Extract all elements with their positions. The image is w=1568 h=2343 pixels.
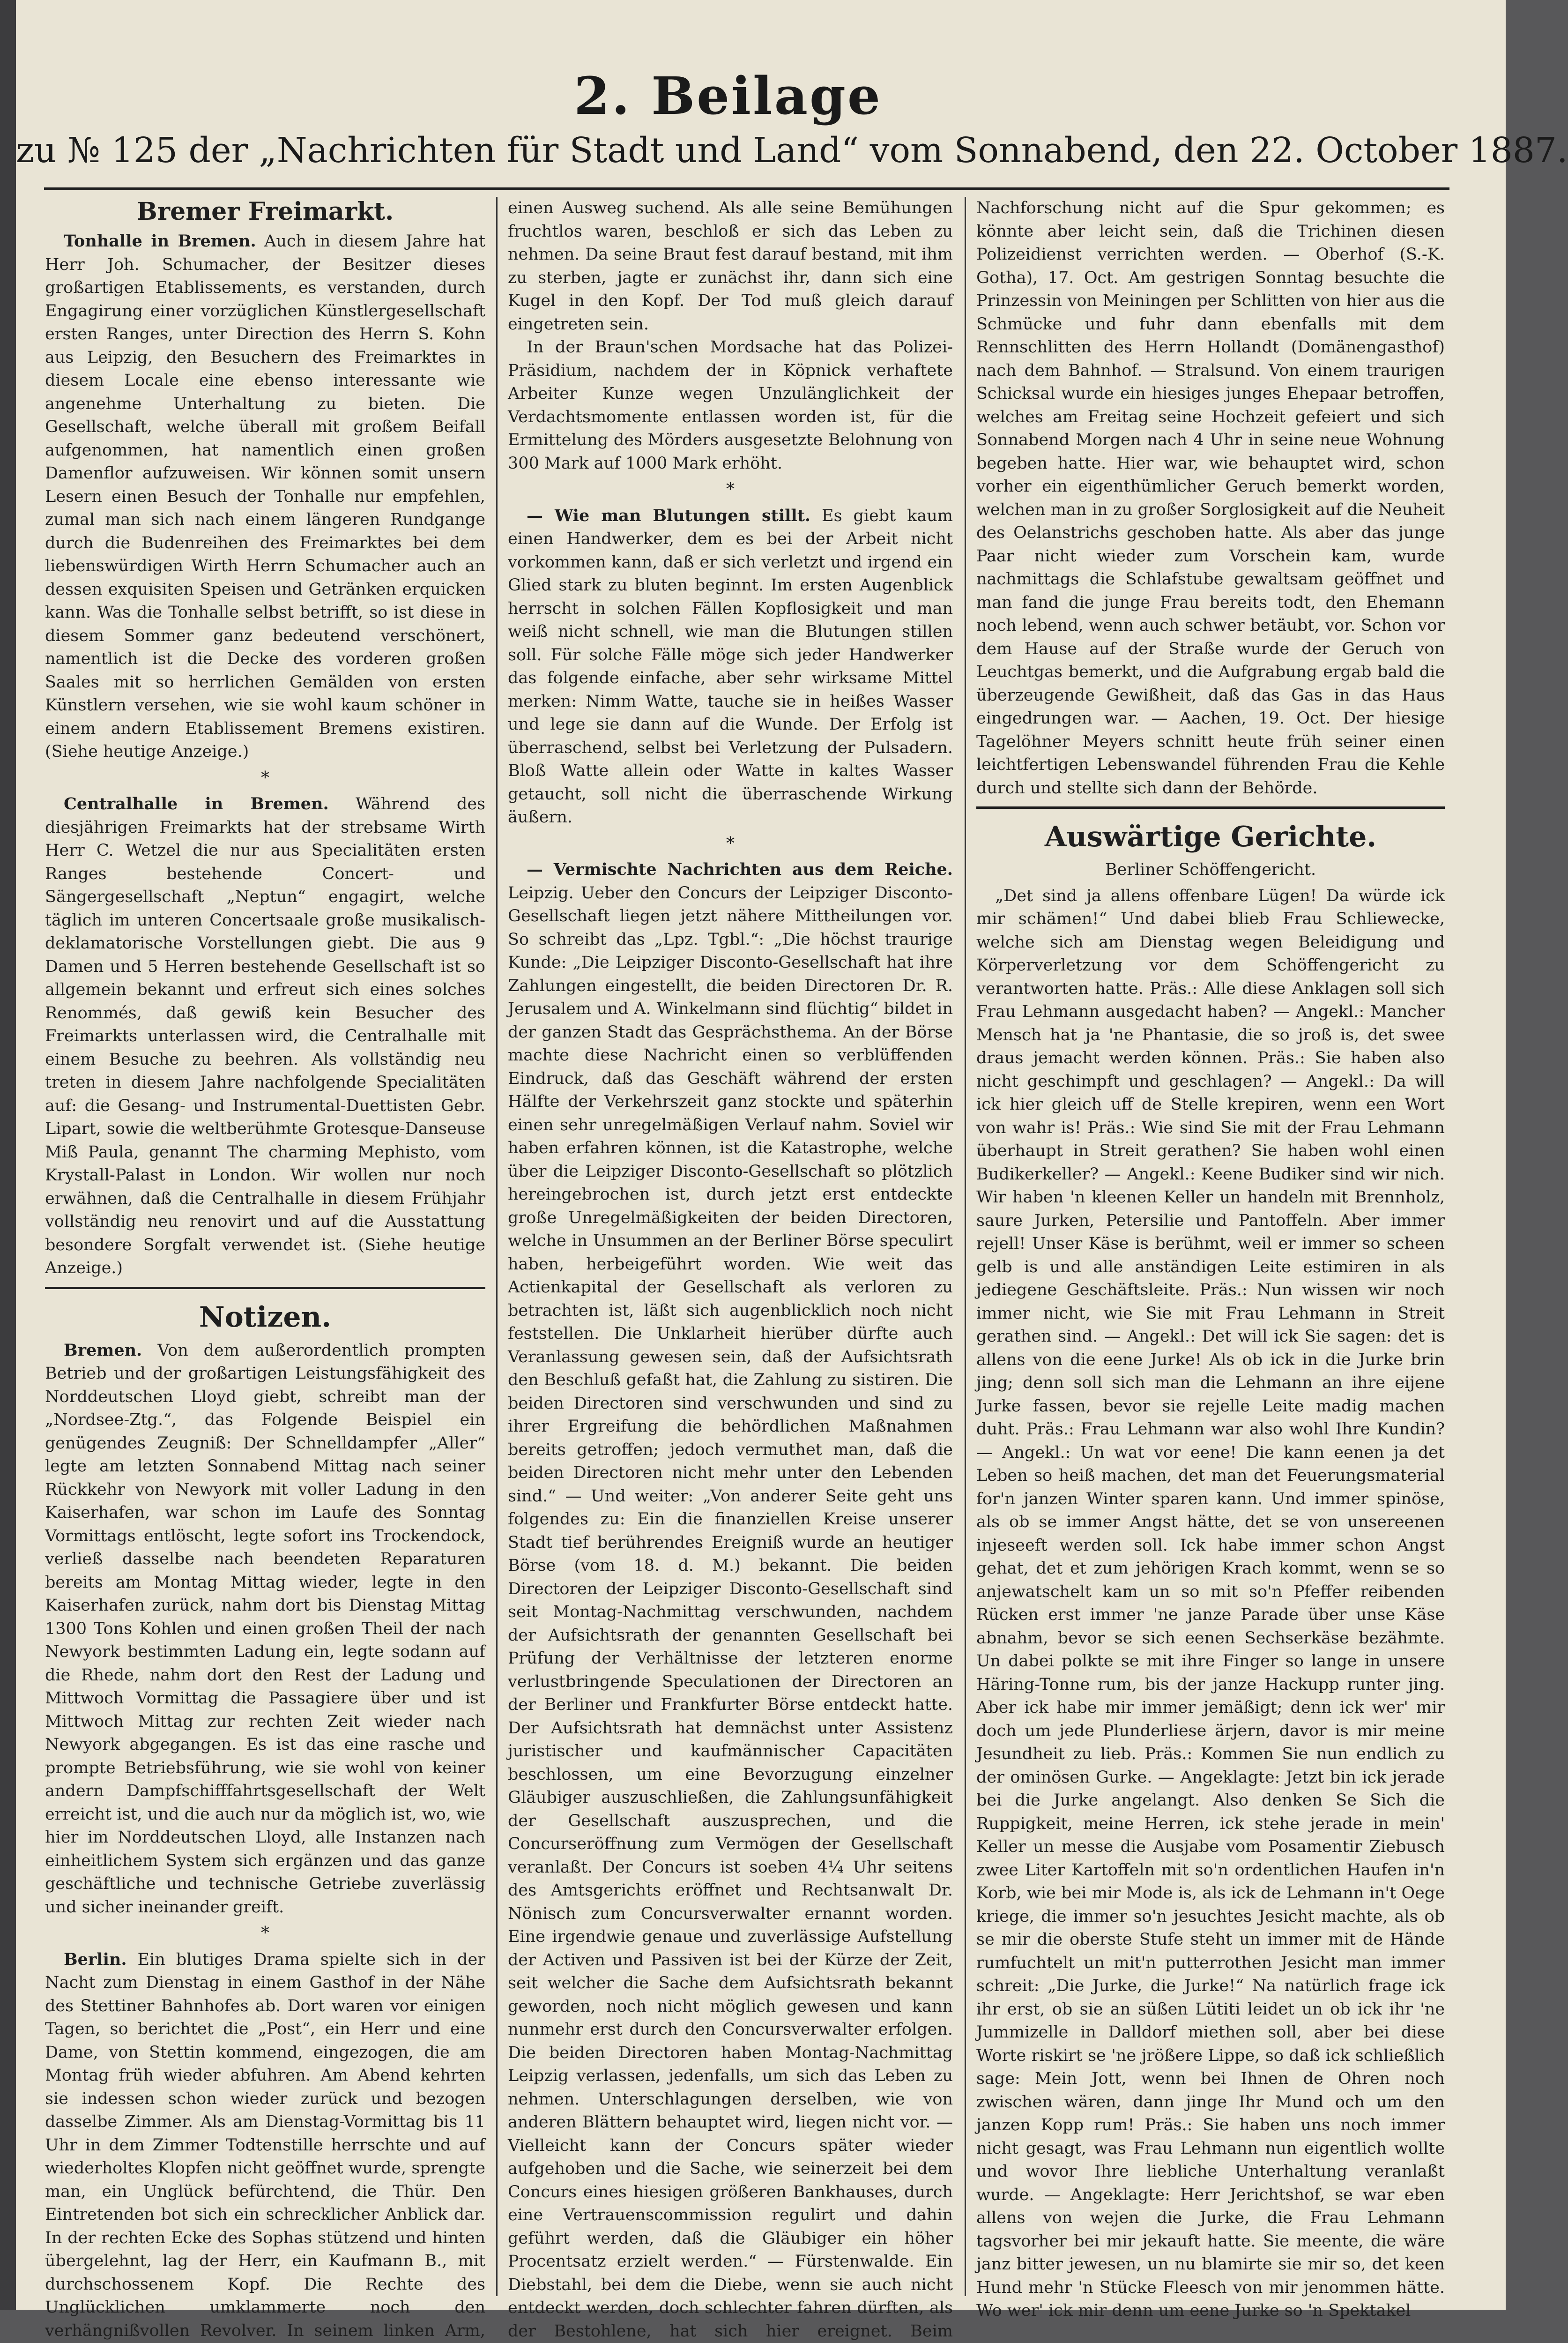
article-body: Auch in diesem Jahre hat Herr Joh. Schumacher, der Besitzer dieses großartigen Etablissements, es verstanden, durch Engagirung einer vorzüglichen Künstlergesellschaft ersten Ranges, unter Direction des Herrn S. Kohn aus Leipzig, den Besuchern des Freimarktes in diesem Locale eine ebenso interessante wie angenehme Unterhaltung zu bieten. Die Gesellschaft, welche überall mit großem Beifall aufgenommen, hat namentlich einen großen Damenflor aufzuweisen. Wir können somit unsern Lesern einen Besuch der Tonhalle nur empfehlen, zumal man sich nach einem längeren Rundgange durch die Budenreihen des Freimarktes bei dem liebenswürdigen Wirth Herrn Schumacher auch an dessen exquisiten Speisen und Getränken erquicken kann. Was die Tonhalle selbst betrifft, so ist diese in diesem Sommer ganz bedeutend verschönert, namentlich ist die Decke des vorderen großen Saales mit so herrlichen Gemälden von ersten Künstlern versehen, wie sie wohl kaum schöner in einem andern Etablissement Bremens existiren. (Siehe heutige Anzeige.) [45, 232, 485, 761]
section-rule [45, 1287, 485, 1289]
column-3 [976, 197, 1445, 2296]
section-title-freimarkt: Bremer Freimarkt. [45, 197, 485, 227]
article-continuation: einen Ausweg suchend. Als alle seine Bemühungen fruchtlos waren, beschloß er sich das Leben zu nehmen. Da seine Braut fest darauf bestand, mit ihm zu sterben, jagte er zunächst ihr, dann sich eine Kugel in den Kopf. Der Tod muß gleich darauf eingetreten sein. [508, 197, 953, 336]
article-body: Ein blutiges Drama spielte sich in der Nacht zum Dienstag in einem Gasthof in der Nähe des Stettiner Bahnhofes ab. Dort waren vor einigen Tagen, so berichtet die „Post“, ein Herr und eine Dame, von Stettin kommend, eingezogen, die am Montag früh wieder abfuhren. Am Abend kehrten sie indessen schon wieder zurück und bezogen dasselbe Zimmer. Als am Dienstag-Vormittag bis 11 Uhr in dem Zimmer Todtenstille herrschte und auf wiederholtes Klopfen nicht geöffnet wurde, sprengte man, ein Unglück befürchtend, die Thür. Den Eintretenden bot sich ein schrecklicher Anblick dar. In der rechten Ecke des Sophas stützend und hinten übergelehnt, lag der Herr, ein Kaufmann B., mit durchschossenem Kopf. Die Rechte des Unglücklichen umklammerte noch den verhängnißvollen Revolver. In seinem linken Arm, [45, 1950, 485, 2343]
article-body: Leipzig. Ueber den Concurs der Leipziger Disconto-Gesellschaft liegen jetzt nähere Mittheilungen vor. So schreibt das „Lpz. Tgbl.“: „Die höchst traurige Kunde: „Die Leipziger Disconto-Gesellschaft hat ihre Zahlungen eingestellt, die beiden Directoren Dr. R. Jerusalem und A. Winkelmann sind flüchtig“ bildet in der ganzen Stadt das Gesprächsthema. An der Börse machte diese Nachricht einen so verblüffenden Eindruck, daß das Geschäft während der ersten Hälfte der Verkehrszeit ganz stockte und späterhin einen sehr unregelmäßigen Verlauf nahm. Soviel wir haben erfahren können, ist die Katastrophe, welche über die Leipziger Disconto-Gesellschaft so plötzlich hereingebrochen ist, durch jetzt erst entdeckte große Unregelmäßigkeiten der beiden Directoren, welche in Unsummen an der Berliner Börse speculirt haben, herbeigeführt worden. Wie weit das Actienkapital der Gesellschaft als verloren zu betrachten ist, läßt sich augenblicklich noch nicht feststellen. Die Unklarheit hierüber dürfte auch Veranlassung gewesen sein, daß der Aufsichtsrath den Beschluß gefaßt hat, die Zahlung zu sistiren. Die beiden Directoren sind verschwunden und sind zu ihrer Ergreifung die behördlichen Maßnahmen bereits getroffen; jedoch vermuthet man, daß die beiden Directoren nicht mehr unter den Lebenden sind.“ — Und weiter: „Von anderer Seite geht uns folgendes zu: Ein die finanziellen Kreise unserer Stadt tief berührendes Ereigniß wurde an heutiger Börse (vom 18. d. M.) bekannt. Die beiden Directoren der Leipziger Disconto-Gesellschaft sind seit Montag-Nachmittag verschwunden, nachdem der Aufsichtsrath der genannten Gesellschaft bei Prüfung der Verhältnisse der letzteren enorme verlustbringende Speculationen der Directoren an der Berliner und Frankfurter Börse entdeckt hatte. Der Aufsichtsrath hat demnächst unter Assistenz juristischer und kaufmännischer Capacitäten beschlossen, um eine Bevorzugung einzelner Gläubiger auszuschließen, die Zahlungsunfähigkeit der Gesellschaft auszusprechen, und die Concurseröffnung zum Vermögen der Gesellschaft veranlaßt. Der Concurs ist soeben 4¼ Uhr seitens des Amtsgerichts eröffnet und Rechtsanwalt Dr. Nönisch zum Concursverwalter ernannt worden. Eine irgendwie genaue und zuverlässige Aufstellung der Activen und Passiven ist bei der Kürze der Zeit, seit welcher die Sache dem Aufsichtsrath bekannt geworden, noch nicht möglich gewesen und kann nunmehr erst durch den Concursverwalter erfolgen. Die beiden Directoren haben Montag-Nachmittag Leipzig verlassen, jedenfalls, um sich das Leben zu nehmen. Unterschlagungen derselben, wie von anderen Blättern behauptet wird, liegen nicht vor. — Vielleicht kann der Concurs später wieder aufgehoben und die Sache, wie seinerzeit bei dem Concurs eines hiesigen größeren Bankhauses, durch eine Vertrauenscommission regulirt und dahin geführt werden, daß die Gläubiger ein höher Procentsatz erzielt werden.“ — Fürstenwalde. Ein Diebstahl, bei dem die Diebe, wenn sie auch nicht entdeckt werden, doch schlechter fahren dürften, als der Bestohlene, hat sich hier ereignet. Beim [508, 884, 953, 2343]
article-tonhalle [45, 230, 485, 764]
article-lead: Bremen. [64, 1341, 142, 1360]
article-schoeffengericht: „Det sind ja allens offenbare Lügen! Da würde ick mir schämen!“ Und dabei blieb Frau Schliewecke, welche sich am Dienstag wegen Beleidigung und Körperverletzung vor dem Schöffengericht zu verantworten hatte. Präs.: Alle diese Anklagen soll sich Frau Lehmann ausgedacht haben? — Angekl.: Mancher Mensch hat ja 'ne Phantasie, die so jroß is, det swee draus jemacht werden können. Präs.: Sie haben also nicht geschimpft und geschlagen? — Angekl.: Da will ick hier gleich uff de Stelle krepiren, wenn een Wort von wahr is! Präs.: Wie sind Sie mit der Frau Lehmann überhaupt in Streit gerathen? Sie haben wohl einen Budikerkeller? — Angekl.: Keene Budiker sind wir nich. Wir haben 'n kleenen Keller un handeln mit Brennholz, saure Jurken, Petersilie und Pantoffeln. Aber immer rejell! Unser Käse is berühmt, weil er immer so scheen gelb is und alle anständigen Leite estimiren in als jediegene Geschäftsleite. Präs.: Nun wissen wir noch immer nicht, wie Sie mit Frau Lehmann in Streit gerathen sind. — Angekl.: Det will ick Sie sagen: det is allens von die eene Jurke! Als ob ick in die Jurke brin jing; denn soll sich man die Lehmann an ihre eijene Jurke fassen, bevor sie rejelle Leite madig machen duht. Präs.: Frau Lehmann war also wohl Ihre Kundin? — Angekl.: Un wat vor eene! Die kann eenen ja det Leben so heiß machen, det man det Feuerungsmaterial for'n janzen Winter sparen kann. Und immer spinöse, als ob se immer Angst hätte, det se von unsereenen injeseeft werden soll. Ick habe immer schon Angst gehat, det et zum jehörigen Krach kommt, wenn se so anjewatschelt kam un so mit so'n Pfeffer reibenden Rücken erst immer 'ne janze Parade über unse Käse abnahm, bevor se sich eenen Sechserkäse bezähmte. Un dabei polkte se mit ihre Finger so lange in unsere Häring-Tonne rum, bis der janze Hackupp runter jing. Aber ick habe mir immer jemäßigt; denn ick wer' mir doch um jede Plunderliese ärjern, davor is mir meine Jesundheit zu lieb. Präs.: Kommen Sie nun endlich zu der ominösen Gurke. — Angeklagte: Jetzt bin ick jerade bei die Jurke angelangt. Also denken Se Sich die Ruppigkeit, meine Herren, ick stehe jerade in mein' Keller un messe die Ausjabe vom Posamentir Ziebusch zwee Liter Kartoffeln mit so'n ordentlichen Haufen in'n Korb, wie bei mir Mode is, als ick de Lehmann in't Oege kriege, die immer so'n jesuchtes Jesicht machte, als ob se mir die oberste Stufe steht un immer mit de Hände rumfuchtelt un mit'n putterrothen Jesicht man immer schreit: „Die Jurke, die Jurke!“ Na natürlich frage ick ihr erst, ob sie an süßen Lütiti leidet un ob ick ihr 'ne Jummizelle in Dalldorf miethen soll, aber bei diese Worte riskirt se 'ne jrößere Lippe, so daß ick schließlich sage: Mein Jott, wenn bei Ihnen de Ohren noch zwischen wären, dann jinge Ihr Mund och um den janzen Kopp rum! Präs.: Sie haben uns noch immer nicht gesagt, was Frau Lehmann nun eigentlich wollte und wovor Ihre liebliche Unterhaltung veranlaßt wurde. — Angeklagte: Herr Jerichtshof, se war eben allens von wejen die Jurke, die Frau Lehmann tagsvorher bei mir jekauft hatte. Sie meente, die wäre janz bitter jewesen, un nu blamirte sie mir so, det keen Hund mehr 'n Stücke Fleesch von mir jenommen hätte. Wo wer' ick mir denn um eene Jurke so 'n Spektakel [976, 885, 1445, 2323]
article-body: Von dem außerordentlich prompten Betrieb und der großartigen Leistungsfähigkeit des Norddeutschen Lloyd giebt, schreibt man der „Nordsee-Ztg.“, das Folgende Beispiel ein genügendes Zeugniß: Der Schnelldampfer „Aller“ legte am letzten Sonnabend Mittag nach seiner Rückkehr von Newyork mit voller Ladung in den Kaiserhafen, war schon im Laufe des Sonntag Vormittags entlöscht, legte sofort ins Trockendock, verließ dasselbe nach beendeten Reparaturen bereits am Montag Mittag wieder, legte in den Kaiserhafen zurück, nahm dort bis Dienstag Mittag 1300 Tons Kohlen und einen großen Theil der nach Newyork bestimmten Ladung ein, legte sodann auf die Rhede, nahm dort den Rest der Ladung und Mittwoch Vormittag die Passagiere über und ist Mittwoch Mittag zur rechten Zeit wieder nach Newyork abgegangen. Es ist das eine rasche und prompte Betriebsführung, wie sie wohl von keiner andern Dampfschifffahrtsgesellschaft der Welt erreicht ist, und die auch nur da möglich ist, wo, wie hier im Norddeutschen Lloyd, alle Instanzen nach einheitlichem System sich ergänzen und das ganze geschäftliche und technische Getriebe zuverlässig und sicher ineinander greift. [45, 1341, 485, 1917]
article-blutungen [508, 504, 953, 829]
supplement-title: 2. Beilage [494, 66, 962, 126]
separator-star: * [45, 1922, 485, 1945]
column-1 [45, 197, 485, 2296]
article-lead: — Wie man Blutungen stillt. [527, 506, 810, 525]
scan-edge [0, 0, 16, 2310]
article-body: Es giebt kaum einen Handwerker, dem es bei der Arbeit nicht vorkommen kann, daß er sich verletzt und irgend ein Glied stark zu bluten beginnt. Im ersten Augenblick herrscht in solchen Fällen Kopflosigkeit und man weiß nicht schnell, wie man die Blutungen stillen soll. Für solche Fälle möge sich jeder Handwerker das folgende einfache, aber sehr wirksame Mittel merken: Nimm Watte, tauche sie in heißes Wasser und lege sie dann auf die Wunde. Der Erfolg ist überraschend, selbst bei Verletzung der Pulsadern. Bloß Watte allein oder Watte in kaltes Wasser getaucht, soll nicht die überraschende Wirkung äußern. [508, 507, 953, 827]
article-bremen [45, 1339, 485, 1919]
article-lead: Centralhalle in Bremen. [64, 794, 329, 813]
section-rule [976, 806, 1445, 809]
separator-star: * [508, 832, 953, 856]
article-continuation: Nachforschung nicht auf die Spur gekommen; es könnte aber leicht sein, daß die Trichinen diesen Polizeidienst verrichten werden. — Oberhof (S.-K. Gotha), 17. Oct. Am gestrigen Sonntag besuchte die Prinzessin von Meiningen per Schlitten von hier aus die Schmücke und fuhr dann ebenfalls mit dem Rennschlitten des Herrn Hollandt (Domänengasthof) nach dem Bahnhof. — Stralsund. Von einem traurigen Schicksal wurde ein hiesiges junges Ehepaar betroffen, welches am Freitag seine Hochzeit gefeiert und sich Sonnabend Morgen nach 4 Uhr in seine neue Wohnung begeben hatte. Hier war, wie behauptet wird, schon vorher ein eigenthümlicher Geruch bemerkt worden, welchen man in zu großer Sorglosigkeit auf die Neuheit des Oelanstrichs geschoben hatte. Als aber das junge Paar nicht wieder zum Vorschein kam, wurde nachmittags die Schlafstube gewaltsam geöffnet und man fand die junge Frau bereits todt, den Ehemann noch lebend, wenn auch schwer betäubt, vor. Schon vor dem Hause auf der Straße wurde der Geruch von Leuchtgas bemerkt, und die Aufgrabung ergab bald die überzeugende Gewißheit, daß das Gas in das Haus eingedrungen war. — Aachen, 19. Oct. Der hiesige Tagelöhner Meyers schnitt heute früh seiner einen leichtfertigen Lebenswandel führenden Frau die Kehle durch und stellte sich dann der Behörde. [976, 197, 1445, 800]
article-centralhalle [45, 792, 485, 1280]
article-lead: Berlin. [64, 1950, 127, 1969]
separator-star: * [508, 478, 953, 501]
article-vermischte [508, 858, 953, 2343]
section-title-gerichte: Auswärtige Gerichte. [976, 818, 1445, 856]
article-berlin [45, 1948, 485, 2343]
newspaper-page [16, 0, 1506, 2310]
column-2 [508, 197, 953, 2296]
column-separator [496, 197, 498, 2296]
separator-star: * [45, 767, 485, 790]
header-rule [44, 187, 1449, 190]
article-mordsache: In der Braun'schen Mordsache hat das Polizei-Präsidium, nachdem der in Köpnick verhaftete Arbeiter Kunze wegen Unzulänglichkeit der Verdachtsmomente entlassen worden ist, für die Ermittelung des Mörders ausgesetzte Belohnung von 300 Mark auf 1000 Mark erhöht. [508, 336, 953, 475]
section-title-notizen: Notizen. [45, 1298, 485, 1336]
article-lead: Tonhalle in Bremen. [64, 231, 256, 251]
article-lead: — Vermischte Nachrichten aus dem Reiche. [527, 860, 953, 879]
issue-line: zu № 125 der „Nachrichten für Stadt und Land“ vom Sonnabend, den 22. October 1887. [16, 130, 1478, 171]
column-separator [965, 197, 966, 2296]
article-body: Während des diesjährigen Freimarkts hat der strebsame Wirth Herr C. Wetzel die nur aus Specialitäten ersten Ranges bestehende Concert- und Sängergesellschaft „Neptun“ engagirt, welche täglich im unteren Concertsaale große musikalisch-deklamatorische Vorstellungen giebt. Die aus 9 Damen und 5 Herren bestehende Gesellschaft ist so allgemein bekannt und erfreut sich eines solches Renommés, daß gewiß kein Besucher des Freimarkts unterlassen wird, die Centralhalle mit einem Besuche zu beehren. Als vollständig neu treten in diesem Jahre nachfolgende Specialitäten auf: die Gesang- und Instrumental-Duettisten Gebr. Lipart, sowie die weltberühmte Grotesque-Danseuse Miß Paula, genannt The charming Mephisto, vom Krystall-Palast in London. Wir wollen nur noch erwähnen, daß die Centralhalle in diesem Frühjahr vollständig neu renovirt und auf die Ausstattung besondere Sorgfalt verwendet ist. (Siehe heutige Anzeige.) [45, 795, 485, 1277]
section-subtitle: Berliner Schöffengericht. [976, 858, 1445, 882]
